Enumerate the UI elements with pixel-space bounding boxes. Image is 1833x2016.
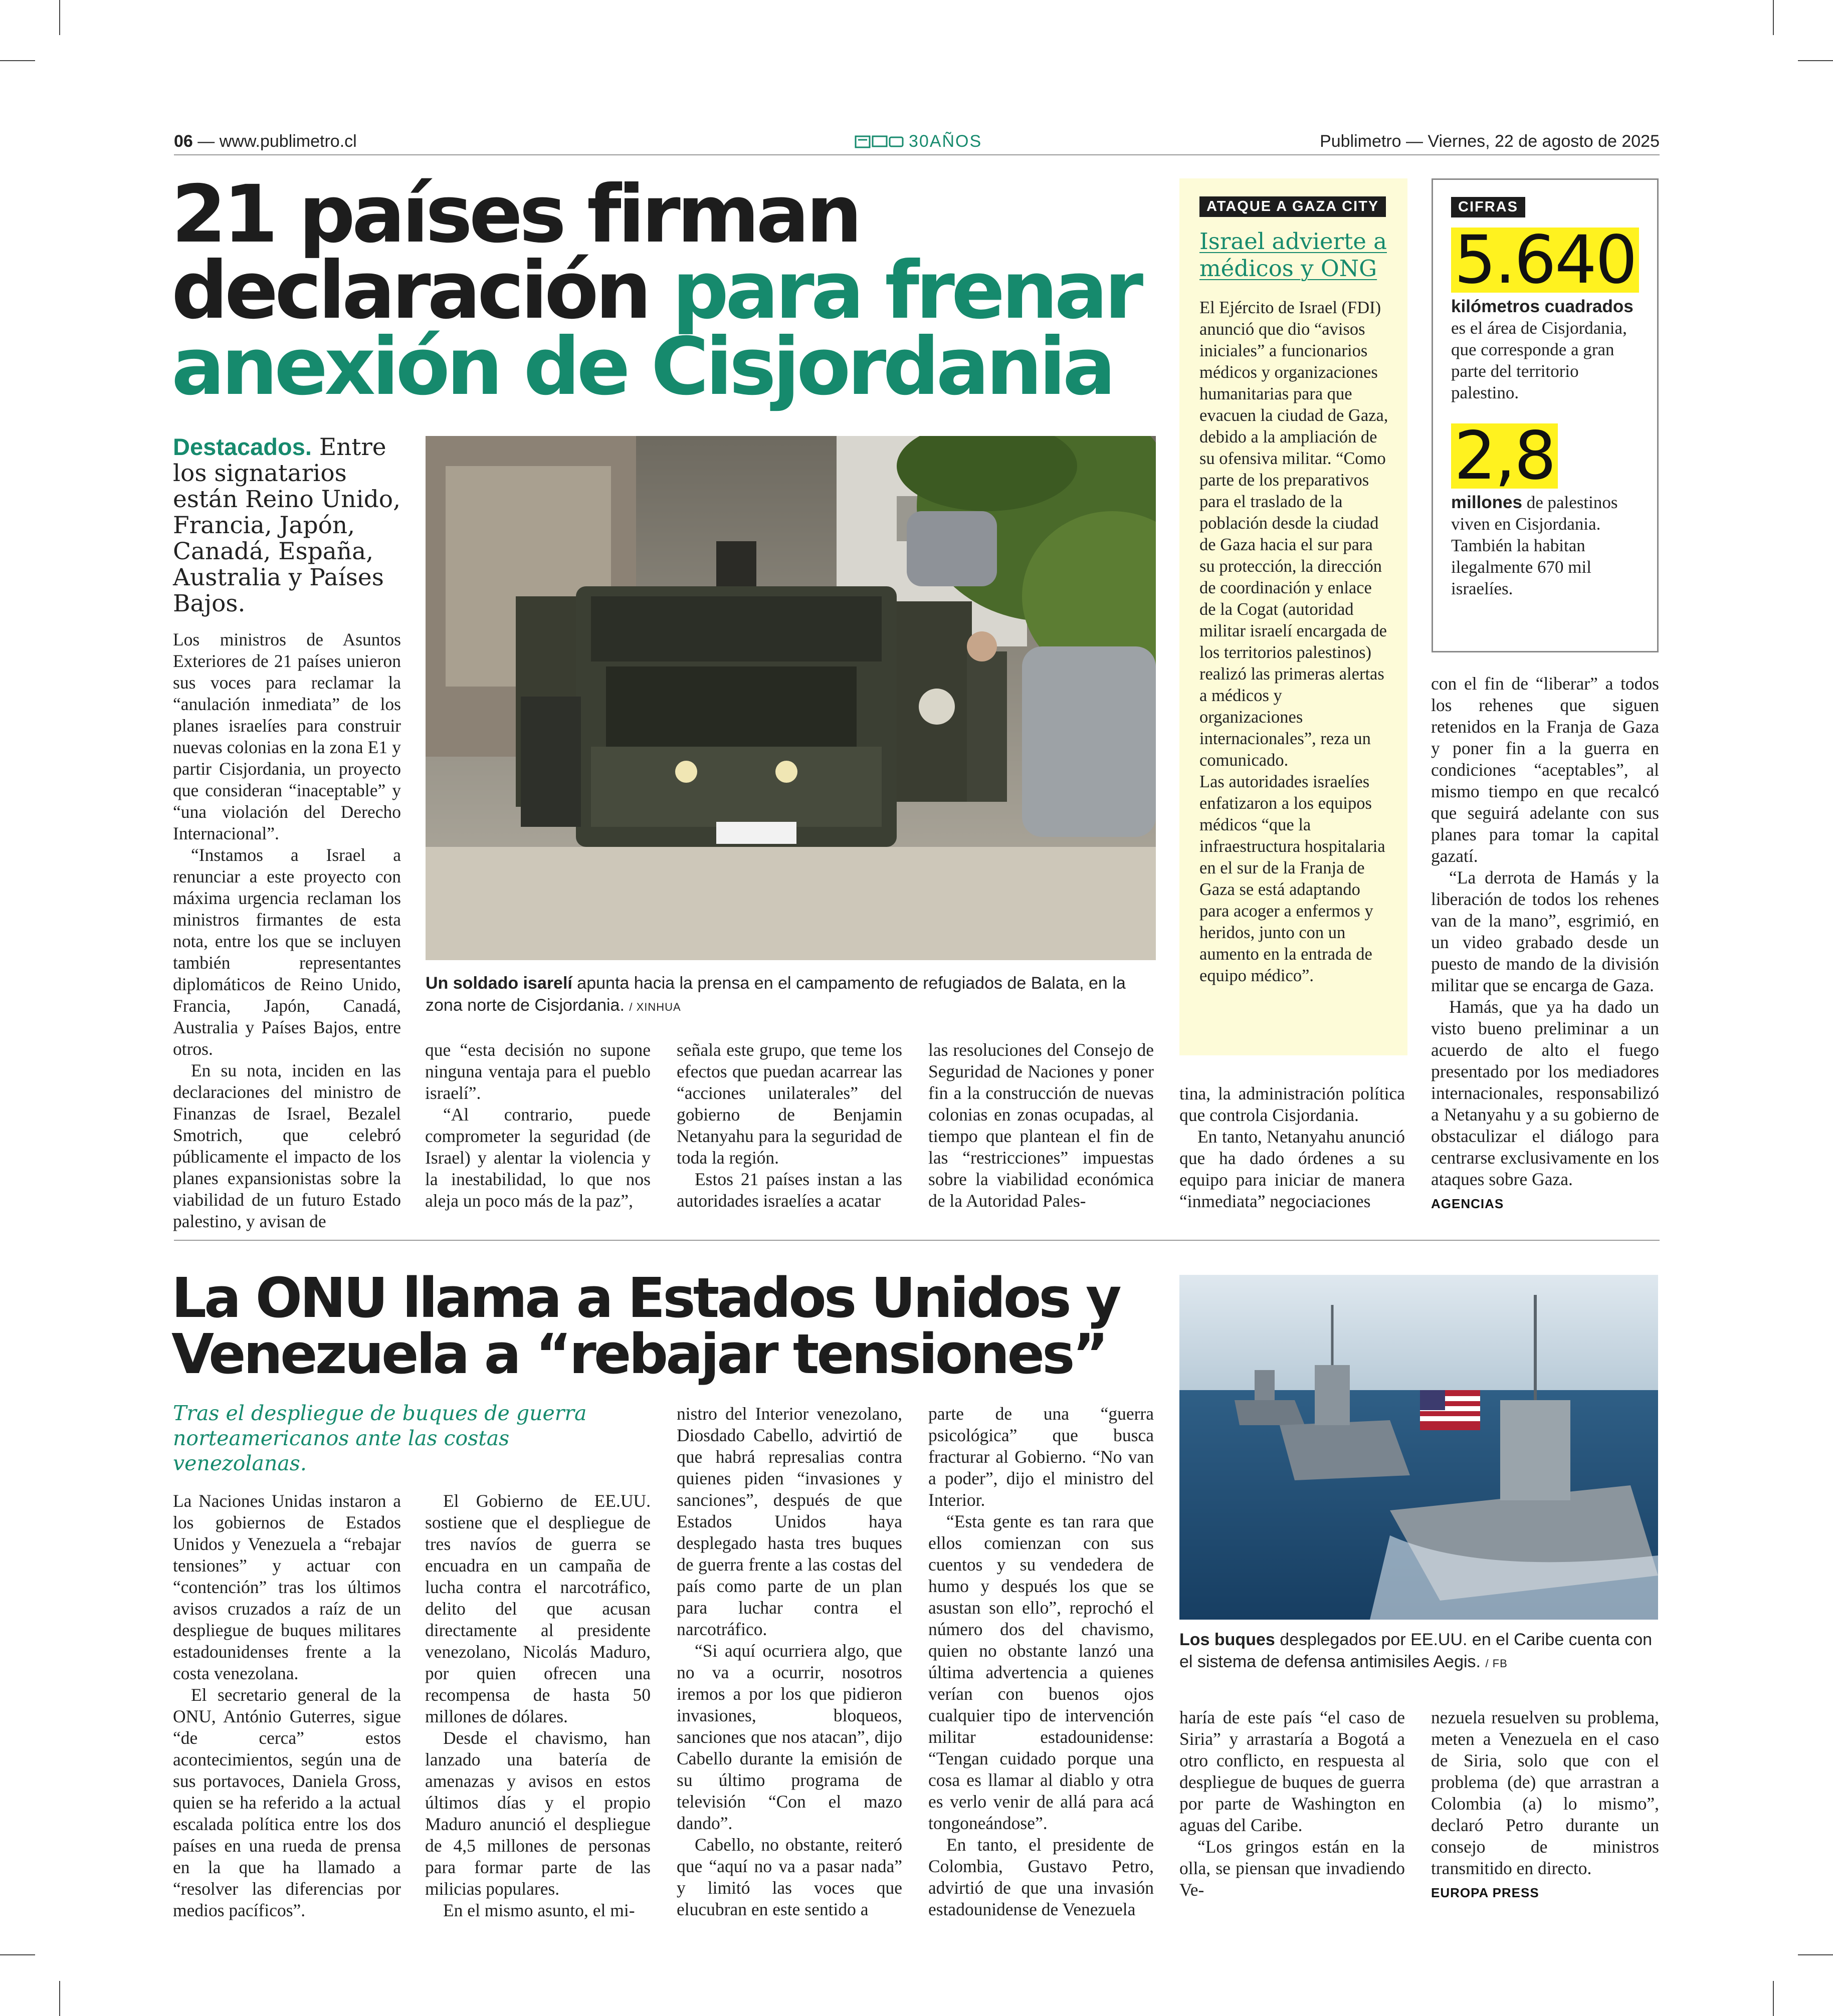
headline-black-part: declaración — [171, 245, 673, 337]
paragraph: “Si aquí ocurriera algo, que no va a ocurrir, nosotros iremos a por los que pidieron invasiones, bloqueos, sanciones que nos atacan”, dijo Cabello durante la emisión de su último programa de televisión “Con el mazo dando”. — [677, 1641, 902, 1833]
paragraph: parte de una “guerra psicológica” que busca fracturar al Gobierno. “No van a poder”, dijo el ministro del Interior. — [928, 1404, 1154, 1510]
photo-credit: / FB — [1485, 1657, 1508, 1670]
article1-column-3 — [677, 1039, 902, 1212]
article1-column-1 — [173, 629, 401, 1232]
article1-photo-caption — [426, 972, 1157, 1018]
paragraph: El Gobierno de EE.UU. sostiene que el despliegue de tres navíos de guerra se encuadra en un campaña de lucha contra el narcotráfico, delito del que acusan directamente al presidente venezolano, Nicolás Maduro, por quien ofrecen una recompensa de hasta 50 millones de dólares. — [425, 1491, 651, 1726]
article2-headline — [171, 1266, 1119, 1386]
sidebar-body — [1179, 282, 1407, 987]
figure-2-text — [1433, 489, 1657, 599]
caption-text: desplegados por EE.UU. en el Caribe cuenta con el sistema de defensa antimisiles Aegis. — [1179, 1630, 1653, 1671]
article2-deck: Tras el despliegue de buques de guerra norteamericanos ante las costas venezolanas. — [173, 1401, 587, 1475]
article2-column-5 — [1179, 1707, 1405, 1901]
sidebar-title: Israel advierte a médicos y ONG — [1199, 228, 1387, 282]
armored-vehicle-photo — [426, 436, 1156, 960]
photo-credit: / XINHUA — [629, 1001, 681, 1013]
paragraph: tina, la administración política que controla Cisjordania. — [1179, 1083, 1405, 1125]
article1-column-2 — [425, 1039, 651, 1212]
paragraph: Desde el chavismo, han lanzado una batería de amenazas y avisos en estos últimos días y el propio Maduro anunció el despliegue de 4,5 millones de personas para formar parte de las milicias populares. — [425, 1728, 651, 1899]
paragraph: Las autoridades israelíes enfatizaron a los equipos médicos “que la infraestructura hospitalaria en el sur de la Franja de Gaza se está adaptando para acoger a enfermos y heridos, junto con un aumento en la entrada de equipo médico”. — [1199, 772, 1385, 985]
anniversary-text: 30AÑOS — [909, 132, 982, 151]
crop-mark — [0, 60, 35, 61]
article1-lead — [173, 434, 409, 617]
paragraph: “Los gringos están en la olla, se piensan que invadiendo Ve- — [1179, 1837, 1405, 1900]
article2-column-6 — [1431, 1707, 1659, 1904]
crop-mark — [1773, 1981, 1774, 2016]
article1-column-6 — [1431, 673, 1659, 1215]
caption-bold: Los buques — [1179, 1630, 1275, 1649]
article2-column-2 — [425, 1490, 651, 1921]
figure-1-bold: kilómetros cuadrados — [1451, 297, 1634, 316]
crop-mark — [0, 1954, 35, 1955]
headline-green-part: para frenar — [672, 245, 1140, 337]
headline-line — [171, 245, 1140, 337]
figure-1: 5.640 — [1451, 228, 1639, 293]
paragraph: nistro del Interior venezolano, Diosdado Cabello, advirtió de que habrá represalias contra quienes piden “invasiones y sanciones”, después de que Estados Unidos haya desplegado hasta tres buques de guerra frente a las costas del país como parte de un plan para luchar contra el narcotráfico. — [677, 1404, 902, 1639]
sidebar-tag: ATAQUE A GAZA CITY — [1199, 196, 1386, 217]
site-url: www.publimetro.cl — [219, 132, 357, 151]
header-rule — [174, 154, 1660, 155]
warships-photo — [1179, 1275, 1658, 1620]
figure-2-desc: de palestinos viven en Cisjordania. También la habitan ilegalmente 670 mil israelíes. — [1451, 493, 1618, 598]
paragraph: que “esta decisión no supone ninguna ventaja para el pueblo israelí”. — [425, 1040, 651, 1103]
caption-text: apunta hacia la prensa en el campamento de refugiados de Balata, en la zona norte de Cisjordania. — [426, 974, 1126, 1015]
article1-credit: AGENCIAS — [1431, 1196, 1504, 1211]
paragraph: “Instamos a Israel a renunciar a este proyecto con máxima urgencia reclaman los ministros firmantes de esta nota, entre los que se incluyen también representantes diplomáticos de Reino Unido, Francia, Japón, Canadá, Australia y Países Bajos, entre otros. — [173, 845, 401, 1059]
article1-column-4 — [928, 1039, 1154, 1212]
crop-mark — [1773, 0, 1774, 35]
cifras-tag: CIFRAS — [1451, 197, 1525, 217]
figure-1-text — [1433, 293, 1657, 403]
paragraph: “La derrota de Hamás y la liberación de todos los rehenes van de la mano”, esgrimió, en un video grabado desde un puesto de mando de la división militar que se encarga de Gaza. — [1431, 867, 1659, 995]
cifras-box — [1432, 178, 1659, 652]
anniversary-logo — [855, 131, 982, 151]
article1-column-5 — [1179, 1083, 1405, 1212]
page-number: 06 — [174, 132, 193, 151]
sidebar-gaza — [1179, 178, 1407, 1055]
article2-photo-caption — [1179, 1629, 1658, 1675]
article2-credit: EUROPA PRESS — [1431, 1885, 1539, 1900]
paragraph: La Naciones Unidas instaron a los gobiernos de Estados Unidos y Venezuela a “rebajar tensiones” y actuar con “contención” tras los últimos avisos cruzados a raíz de un despliegue de buques militares estadounidenses frente a la costa venezolana. — [173, 1491, 401, 1683]
paragraph: las resoluciones del Consejo de Seguridad de Naciones y poner fin a la construcción de nuevas colonias en zonas ocupadas, al tiempo que plantean el fin de las “restricciones” impuestas sobre la viabilidad económica de la Autoridad Pales- — [928, 1040, 1154, 1211]
paragraph: nezuela resuelven su problema, meten a Venezuela en el caso de Siria, solo que con el problema (de) que arrastran a Colombia (a) lo mismo”, declaró Petro durante un consejo de ministros transmitido en directo. — [1431, 1707, 1659, 1878]
paragraph: “Al contrario, puede comprometer la seguridad (de Israel) y alentar la violencia y la inestabilidad, lo que nos aleja un poco más de la paz”, — [425, 1104, 651, 1211]
crop-mark — [59, 1981, 60, 2016]
crop-mark — [59, 0, 60, 35]
media-icons — [855, 133, 905, 149]
paragraph: El Ejército de Israel (FDI) anunció que dio “avisos iniciales” a funcionarios médicos y organizaciones humanitarias para que evacuen la ciudad de Gaza, debido a la ampliación de su ofensiva militar. “Como parte de los preparativos para el traslado de la población desde la ciudad de Gaza hacia el sur para su protección, la dirección de coordinación y enlace de la Cogat (autoridad militar israelí encargada de los territorios palestinos) realizó las primeras alertas a médicos y organizaciones internacionales”, reza un comunicado. — [1199, 298, 1388, 770]
paragraph: Cabello, no obstante, reiteró que “aquí no va a pasar nada” y limitó las voces que elucubran en este sentido a — [677, 1835, 902, 1919]
lead-text: Entre los signatarios están Reino Unido, Francia, Japón, Canadá, España, Australia y Países Bajos. — [173, 433, 401, 617]
paragraph: haría de este país “el caso de Siria” y arrastaría a Bogotá a otro conflicto, en respuesta al despliegue de buques de guerra por parte de Washington en aguas del Caribe. — [1179, 1707, 1405, 1835]
article1-photo — [426, 436, 1156, 960]
paragraph: En el mismo asunto, el mi- — [443, 1900, 635, 1920]
crop-mark — [1798, 60, 1833, 61]
headline-line: 21 países firman — [171, 168, 859, 261]
headline-line: La ONU llama a Estados Unidos y — [171, 1266, 1119, 1330]
paragraph: “Esta gente es tan rara que ellos comienzan con sus cuentos y su vendedera de humo y después los que se asustan son ello”, reprochó el número dos del chavismo, quien no obstante lanzó una última advertencia a quienes verían con buenos ojos cualquier tipo de intervención militar estadounidense: “Tengan cuidado porque una cosa es llamar al diablo y otra es verlo venir de allá para acá tongoneándose”. — [928, 1511, 1154, 1833]
lead-keyword: Destacados. — [173, 433, 312, 460]
paragraph: En tanto, Netanyahu anunció que ha dado órdenes a su equipo para iniciar de manera “inmediata” negociaciones — [1179, 1127, 1405, 1211]
headline-line: anexión de Cisjordania — [171, 321, 1113, 413]
paragraph: Estos 21 países instan a las autoridades israelíes a acatar — [677, 1169, 902, 1211]
paragraph: En su nota, inciden en las declaraciones del ministro de Finanzas de Israel, Bezalel Smotrich, que celebró públicamente el impacto de los planes expansionistas sobre la viabilidad de un futuro Estado palestino, y avisan de — [173, 1060, 401, 1231]
paragraph: En tanto, el presidente de Colombia, Gustavo Petro, advirtió de que una invasión estadounidense de Venezuela — [928, 1835, 1154, 1919]
figure-1-desc: es el área de Cisjordania, que corresponde a gran parte del territorio palestino. — [1451, 318, 1627, 402]
figure-2-bold: millones — [1451, 493, 1522, 512]
section-separator — [174, 1240, 1660, 1241]
figure-2: 2,8 — [1451, 423, 1558, 489]
article2-column-1 — [173, 1490, 401, 1921]
paragraph: con el fin de “liberar” a todos los rehenes que siguen retenidos en la Franja de Gaza y poner fin a la guerra en condiciones “aceptables”, al mismo tiempo en que recalcó que seguirá adelante con sus planes para tomar la capital gazatí. — [1431, 674, 1659, 866]
paragraph: señala este grupo, que teme los efectos que puedan acarrear las “acciones unilaterales” del gobierno de Benjamin Netanyahu para la seguridad de toda la región. — [677, 1040, 902, 1168]
article2-photo — [1179, 1275, 1658, 1620]
article1-headline — [171, 168, 1140, 413]
crop-mark — [1798, 1954, 1833, 1955]
paragraph: El secretario general de la ONU, António Guterres, sigue “de cerca” estos acontecimientos, según una de sus portavoces, Daniela Gross, quien se ha referido a la actual escalada política entre los dos países en una rueda de prensa en la que ha llamado a “resolver las diferencias por medios pacíficos”. — [173, 1685, 401, 1920]
article2-column-4 — [928, 1403, 1154, 1920]
paragraph: Hamás, que ya ha dado un visto bueno preliminar a un acuerdo de alto el fuego presentado por los mediadores internacionales, responsabilizó a Netanyahu y a su gobierno de obstaculizar el diálogo para centrarse exclusivamente en los ataques sobre Gaza. — [1431, 997, 1659, 1189]
article2-column-3 — [677, 1403, 902, 1920]
paragraph: Los ministros de Asuntos Exteriores de 21 países unieron sus voces para reclamar la “anulación inmediata” de los planes israelíes para construir nuevas colonias en la zona E1 y partir Cisjordania, un proyecto que consideran “inaceptable” y “una violación del Derecho Internacional”. — [173, 629, 401, 843]
page-header-left: 06 — www.publimetro.cl — [174, 132, 357, 151]
headline-line: Venezuela a “rebajar tensiones” — [171, 1322, 1106, 1386]
caption-bold: Un soldado isarelí — [426, 974, 572, 993]
dateline: Publimetro — Viernes, 22 de agosto de 2025 — [1320, 132, 1660, 151]
us-flag — [1420, 1390, 1480, 1430]
